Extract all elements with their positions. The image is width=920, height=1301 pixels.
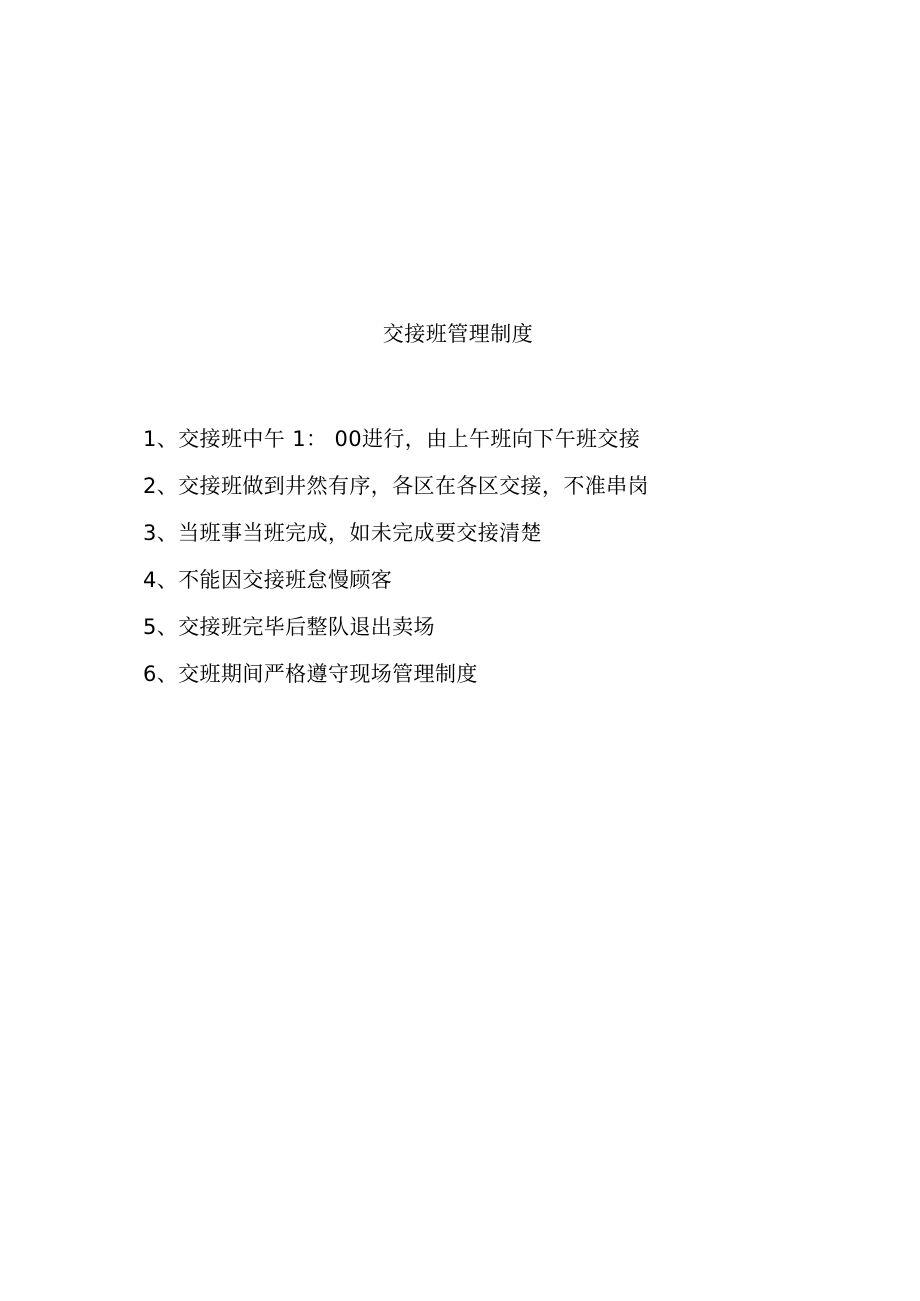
rules-list (143, 424, 843, 706)
rule-item-1: 1、交接班中午 1： 00进行，由上午班向下午班交接 (143, 427, 641, 451)
rule-item-5: 5、交接班完毕后整队退出卖场 (143, 615, 435, 639)
document-title: 交接班管理制度 (382, 322, 534, 346)
rule-item-6: 6、交班期间严格遵守现场管理制度 (143, 662, 478, 686)
rule-item-4: 4、不能因交接班怠慢顾客 (143, 568, 393, 592)
rule-item-2: 2、交接班做到井然有序，各区在各区交接，不准串岗 (143, 474, 649, 498)
rule-item-3: 3、当班事当班完成，如未完成要交接清楚 (143, 521, 542, 545)
